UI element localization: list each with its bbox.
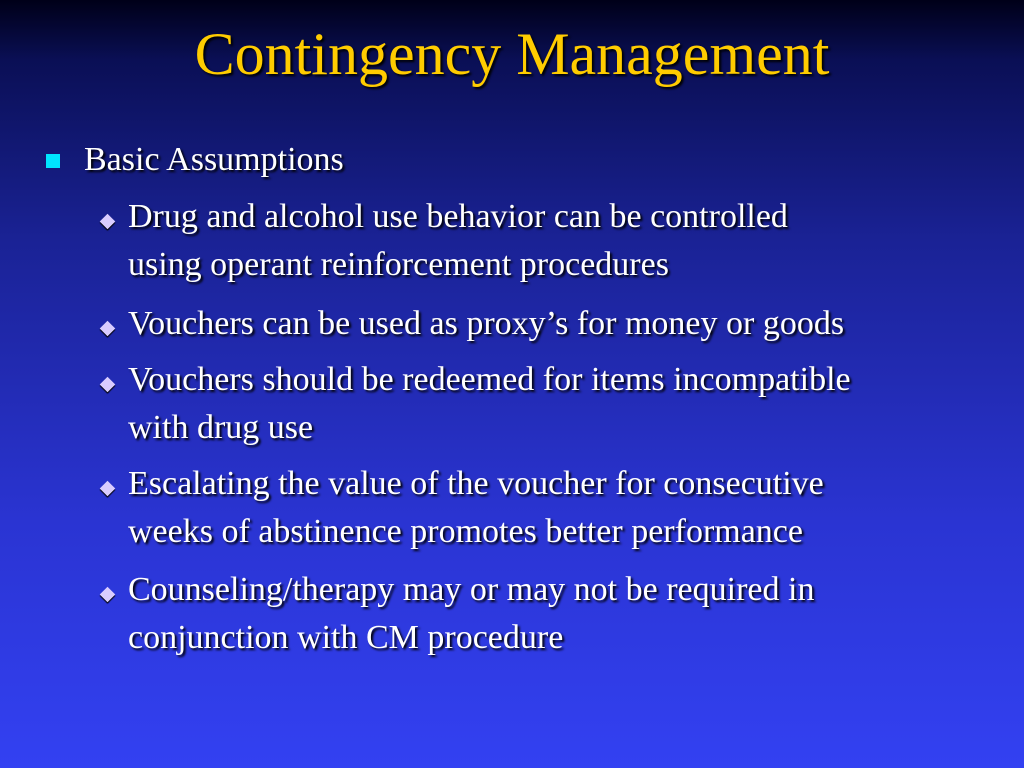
bullet-text: Basic Assumptions	[84, 141, 344, 178]
sub-bullet-line: Escalating the value of the voucher for consecutive	[128, 465, 824, 502]
sub-bullet-item	[98, 356, 998, 452]
sub-bullet-line: Drug and alcohol use behavior can be controlled	[128, 198, 788, 235]
diamond-bullet-icon	[100, 587, 116, 603]
diamond-bullet-icon	[100, 214, 116, 230]
sub-bullet-line: Vouchers should be redeemed for items incompatible	[128, 361, 851, 398]
sub-bullet-line: using operant reinforcement procedures	[128, 246, 669, 283]
sub-bullet-item	[98, 460, 998, 556]
sub-bullet-line: with drug use	[128, 409, 314, 446]
sub-bullet-text	[128, 566, 988, 662]
sub-bullet-text	[128, 356, 988, 452]
sub-bullet-line: conjunction with CM procedure	[128, 619, 564, 656]
diamond-bullet-icon	[100, 321, 116, 337]
sub-bullet-text	[128, 193, 988, 289]
sub-bullet-item	[98, 193, 998, 289]
sub-bullet-line: Counseling/therapy may or may not be required in	[128, 571, 815, 608]
sub-bullet-item	[98, 300, 998, 348]
sub-bullet-item	[98, 566, 998, 662]
square-bullet-icon	[46, 154, 60, 168]
sub-bullet-text	[128, 300, 988, 348]
sub-bullet-line: weeks of abstinence promotes better performance	[128, 513, 803, 550]
diamond-bullet-icon	[100, 377, 116, 393]
sub-bullet-text	[128, 460, 988, 556]
diamond-bullet-icon	[100, 481, 116, 497]
slide-title: Contingency Management	[194, 21, 830, 87]
sub-bullet-line: Vouchers can be used as proxy’s for money or goods	[128, 305, 845, 342]
